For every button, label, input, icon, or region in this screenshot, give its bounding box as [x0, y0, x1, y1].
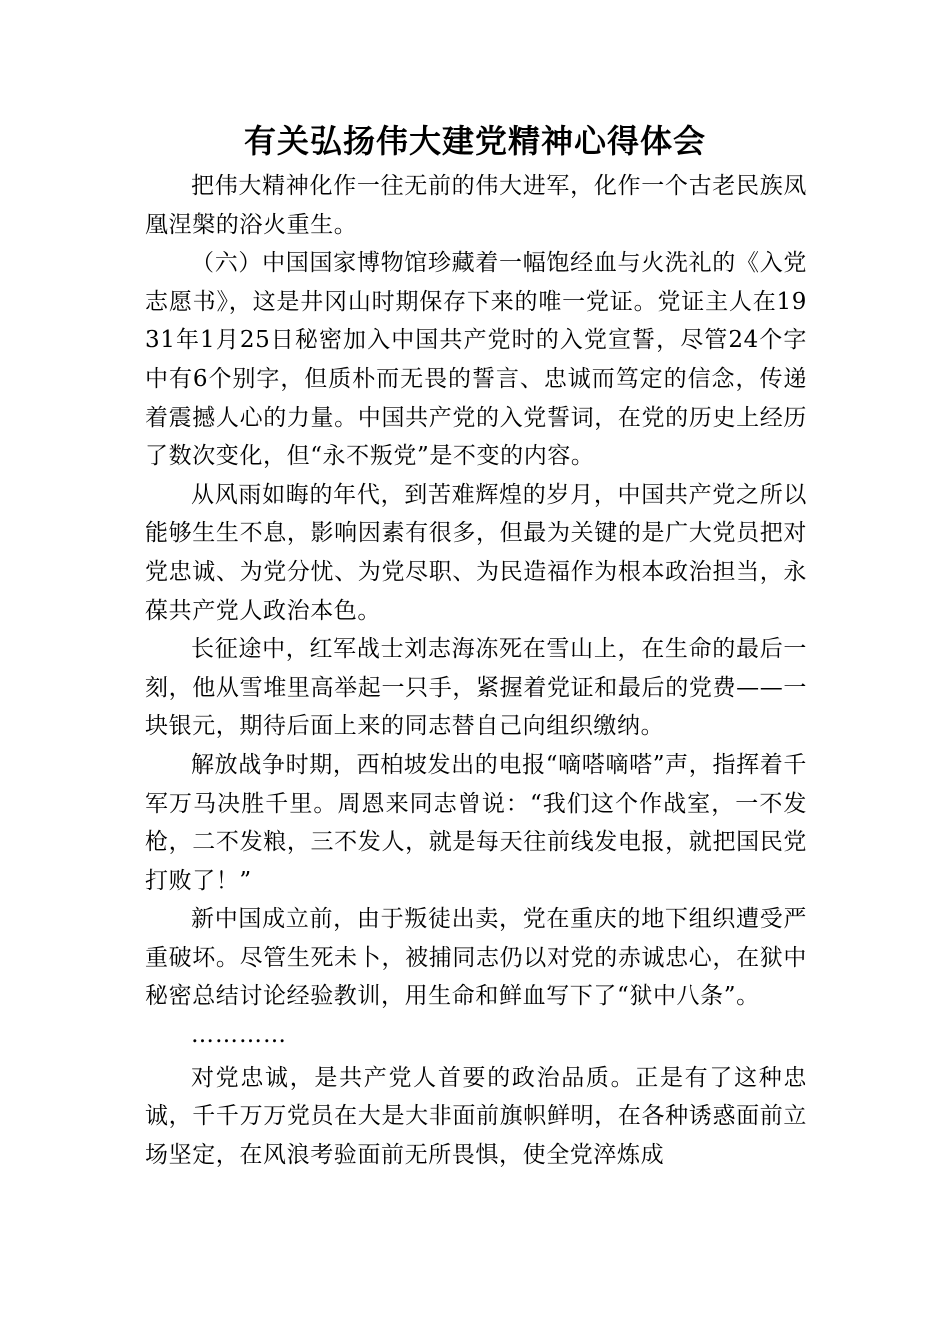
- paragraph: 长征途中，红军战士刘志海冻死在雪山上，在生命的最后一刻，他从雪堆里高举起一只手，紧握着党证和最后的党费——一块银元，期待后面上来的同志替自己向组织缴纳。: [145, 636, 807, 740]
- paragraph: 从风雨如晦的年代，到苦难辉煌的岁月，中国共产党之所以能够生生不息，影响因素有很多，但最为关键的是广大党员把对党忠诚、为党分忧、为党尽职、为民造福作为根本政治担当，永葆共产党人政治本色。: [145, 481, 807, 624]
- ellipsis-separator: …………: [191, 1022, 287, 1049]
- document-title: 有关弘扬伟大建党精神心得体会: [243, 122, 706, 160]
- paragraph: 解放战争时期，西柏坡发出的电报“嘀嗒嘀嗒”声，指挥着千军万马决胜千里。周恩来同志曾说：“我们这个作战室，一不发枪，二不发粮，三不发人，就是每天往前线发电报，就把国民党打败了！”: [145, 751, 807, 894]
- paragraph: （六）中国国家博物馆珍藏着一幅饱经血与火洗礼的《入党志愿书》，这是井冈山时期保存下来的唯一党证。党证主人在1931年1月25日秘密加入中国共产党时的入党宣誓，尽管24个字中有6个别字，但质朴而无畏的誓言、忠诚而笃定的信念，传递着震撼人心的力量。中国共产党的入党誓词，在党的历史上经历了数次变化，但“永不叛党”是不变的内容。: [145, 250, 807, 470]
- paragraph: 新中国成立前，由于叛徒出卖，党在重庆的地下组织遭受严重破坏。尽管生死未卜，被捕同志仍以对党的赤诚忠心，在狱中秘密总结讨论经验教训，用生命和鲜血写下了“狱中八条”。: [145, 906, 807, 1010]
- document-body: [145, 167, 807, 1174]
- paragraph: 对党忠诚，是共产党人首要的政治品质。正是有了这种忠诚，千千万万党员在大是大非面前旗帜鲜明，在各种诱惑面前立场坚定，在风浪考验面前无所畏惧，使全党淬炼成: [145, 1064, 807, 1168]
- paragraph: 把伟大精神化作一往无前的伟大进军，化作一个古老民族凤凰涅槃的浴火重生。: [145, 173, 807, 238]
